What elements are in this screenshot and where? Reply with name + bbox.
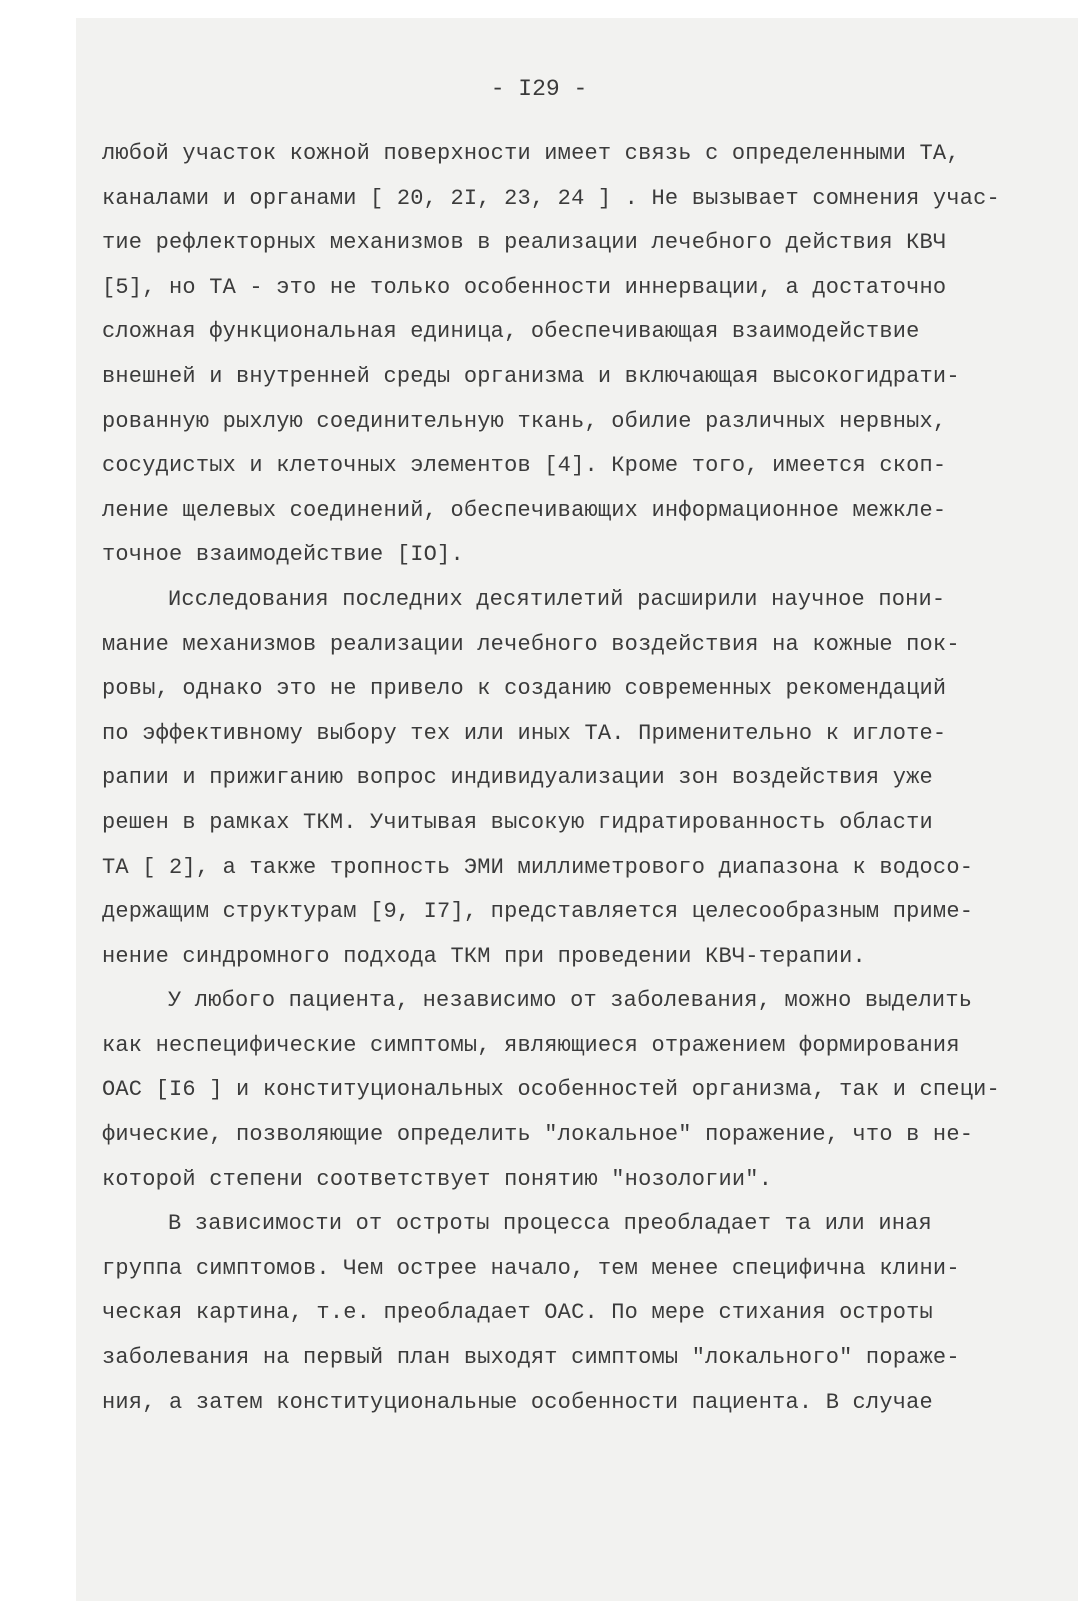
text-line: сосудистых и клеточных элементов [4]. Кроме того, имеется скоп- xyxy=(102,453,947,479)
text-line: точное взаимодействие [IO]. xyxy=(102,542,464,568)
text-line: по эффективному выбору тех или иных ТА. Применительно к иглоте- xyxy=(102,720,947,746)
text-line: как неспецифические симптомы, являющиеся отражением формирования xyxy=(102,1032,960,1058)
text-line: тие рефлекторных механизмов в реализации лечебного действия КВЧ xyxy=(102,230,947,256)
text-line: В зависимости от остроты процесса преобладает та или иная xyxy=(168,1211,932,1237)
text-line: ОАС [I6 ] и конституциональных особенностей организма, так и специ- xyxy=(102,1077,1000,1103)
text-line: Исследования последних десятилетий расширили научное пони- xyxy=(168,586,946,612)
text-line: [5], но ТА - это не только особенности иннервации, а достаточно xyxy=(102,274,947,300)
text-line: заболевания на первый план выходят симптомы "локального" пораже- xyxy=(102,1345,960,1371)
text-line: каналами и органами [ 20, 2I, 23, 24 ] . Не вызывает сомнения учас- xyxy=(102,185,1000,211)
page-number: - I29 - xyxy=(490,76,588,102)
text-line: решен в рамках ТКМ. Учитывая высокую гидратированность области xyxy=(102,809,933,835)
text-line: держащим структурам [9, I7], представляется целесообразным приме- xyxy=(102,899,974,925)
text-line: ческая картина, т.е. преобладает ОАС. По мере стихания остроты xyxy=(102,1300,933,1326)
body-text xyxy=(102,132,1002,1425)
text-line: ТА [ 2], а также тропность ЭМИ миллиметрового диапазона к водосо- xyxy=(102,854,974,880)
text-line: нение синдромного подхода ТКМ при проведении КВЧ-терапии. xyxy=(102,943,866,969)
text-line: внешней и внутренней среды организма и включающая высокогидрати- xyxy=(102,363,960,389)
text-line: группа симптомов. Чем острее начало, тем менее специфична клини- xyxy=(102,1255,960,1281)
text-line: ния, а затем конституциональные особенности пациента. В случае xyxy=(102,1389,933,1415)
text-line: ровы, однако это не привело к созданию современных рекомендаций xyxy=(102,676,947,702)
text-line: фические, позволяющие определить "локальное" поражение, что в не- xyxy=(102,1122,974,1148)
text-line: рапии и прижиганию вопрос индивидуализации зон воздействия уже xyxy=(102,765,933,791)
text-line: рованную рыхлую соединительную ткань, обилие различных нервных, xyxy=(102,408,947,434)
text-line: У любого пациента, независимо от заболевания, можно выделить xyxy=(168,988,973,1014)
text-line: мание механизмов реализации лечебного воздействия на кожные пок- xyxy=(102,631,960,657)
text-line: сложная функциональная единица, обеспечивающая взаимодействие xyxy=(102,319,920,345)
text-line: любой участок кожной поверхности имеет связь с определенными ТА, xyxy=(102,141,960,166)
text-line: ление щелевых соединений, обеспечивающих информационное межкле- xyxy=(102,497,947,523)
text-line: которой степени соответствует понятию "нозологии". xyxy=(102,1166,773,1192)
